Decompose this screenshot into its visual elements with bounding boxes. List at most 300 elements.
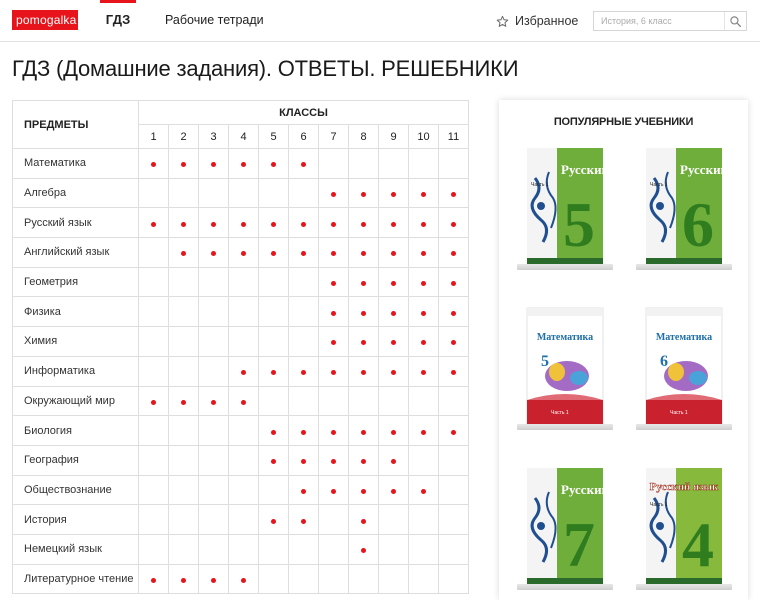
available-dot-icon bbox=[361, 370, 366, 375]
search-button[interactable] bbox=[724, 12, 746, 30]
grade-cell-link[interactable] bbox=[349, 356, 379, 386]
grade-cell-link[interactable] bbox=[259, 416, 289, 446]
available-dot-icon bbox=[301, 519, 306, 524]
textbook-cover-image bbox=[527, 148, 610, 264]
available-dot-icon bbox=[451, 370, 456, 375]
grade-cell-link[interactable] bbox=[319, 267, 349, 297]
grade-cell-empty bbox=[139, 505, 169, 535]
available-dot-icon bbox=[211, 578, 216, 583]
available-dot-icon bbox=[151, 222, 156, 227]
search-box bbox=[593, 11, 747, 31]
grade-cell-link[interactable] bbox=[289, 475, 319, 505]
available-dot-icon bbox=[451, 340, 456, 345]
available-dot-icon bbox=[301, 222, 306, 227]
grade-cell-empty bbox=[139, 534, 169, 564]
grade-cell-link[interactable] bbox=[379, 356, 409, 386]
subject-link[interactable]: История bbox=[13, 505, 139, 535]
subject-row bbox=[13, 297, 469, 327]
available-dot-icon bbox=[271, 251, 276, 256]
available-dot-icon bbox=[421, 489, 426, 494]
grade-cell-link[interactable] bbox=[379, 208, 409, 238]
grade-cell-link[interactable] bbox=[349, 445, 379, 475]
grade-cell-empty bbox=[169, 267, 199, 297]
grade-header-9: 9 bbox=[379, 125, 409, 149]
grade-cell-link[interactable] bbox=[349, 178, 379, 208]
favorites-label: Избранное bbox=[515, 14, 579, 28]
grade-cell-empty bbox=[319, 149, 349, 179]
textbook-card[interactable] bbox=[638, 308, 730, 428]
available-dot-icon bbox=[331, 281, 336, 286]
grade-header-4: 4 bbox=[229, 125, 259, 149]
available-dot-icon bbox=[421, 370, 426, 375]
grade-cell-link[interactable] bbox=[439, 327, 469, 357]
available-dot-icon bbox=[361, 222, 366, 227]
shelf-decoration bbox=[517, 264, 613, 270]
grade-cell-empty bbox=[169, 475, 199, 505]
grade-cell-empty bbox=[379, 564, 409, 594]
grade-cell-link[interactable] bbox=[169, 386, 199, 416]
available-dot-icon bbox=[361, 192, 366, 197]
available-dot-icon bbox=[391, 222, 396, 227]
grade-cell-link[interactable] bbox=[199, 238, 229, 268]
grade-cell-empty bbox=[199, 297, 229, 327]
subject-row bbox=[13, 356, 469, 386]
grade-cell-empty bbox=[439, 564, 469, 594]
available-dot-icon bbox=[181, 400, 186, 405]
available-dot-icon bbox=[271, 162, 276, 167]
grade-cell-empty bbox=[349, 564, 379, 594]
grade-cell-empty bbox=[259, 475, 289, 505]
subject-link[interactable]: Немецкий язык bbox=[13, 534, 139, 564]
grade-cell-empty bbox=[229, 445, 259, 475]
available-dot-icon bbox=[421, 311, 426, 316]
subject-row bbox=[13, 534, 469, 564]
available-dot-icon bbox=[331, 489, 336, 494]
available-dot-icon bbox=[331, 222, 336, 227]
subject-row bbox=[13, 327, 469, 357]
textbook-card[interactable] bbox=[519, 148, 611, 268]
grade-header-3: 3 bbox=[199, 125, 229, 149]
grade-cell-empty bbox=[199, 267, 229, 297]
available-dot-icon bbox=[241, 400, 246, 405]
grade-cell-link[interactable] bbox=[409, 208, 439, 238]
grade-cell-link[interactable] bbox=[229, 564, 259, 594]
subject-row bbox=[13, 564, 469, 594]
grade-cell-empty bbox=[319, 564, 349, 594]
nav-gdz[interactable]: ГДЗ bbox=[100, 0, 136, 42]
available-dot-icon bbox=[301, 162, 306, 167]
available-dot-icon bbox=[181, 251, 186, 256]
grade-cell-empty bbox=[169, 327, 199, 357]
grade-cell-link[interactable] bbox=[319, 445, 349, 475]
grade-cell-link[interactable] bbox=[289, 208, 319, 238]
grade-cell-empty bbox=[169, 297, 199, 327]
available-dot-icon bbox=[181, 162, 186, 167]
subject-link[interactable]: Окружающий мир bbox=[13, 386, 139, 416]
grade-header-6: 6 bbox=[289, 125, 319, 149]
available-dot-icon bbox=[241, 370, 246, 375]
grade-cell-link[interactable] bbox=[289, 238, 319, 268]
available-dot-icon bbox=[451, 281, 456, 286]
grade-cell-link[interactable] bbox=[139, 208, 169, 238]
grade-cell-link[interactable] bbox=[379, 475, 409, 505]
shelf-decoration bbox=[636, 584, 732, 590]
grade-cell-link[interactable] bbox=[319, 238, 349, 268]
grade-cell-link[interactable] bbox=[349, 297, 379, 327]
grade-cell-empty bbox=[169, 445, 199, 475]
textbook-cover-image bbox=[527, 308, 603, 424]
grade-cell-empty bbox=[139, 475, 169, 505]
subject-link[interactable]: Английский язык bbox=[13, 238, 139, 268]
cover-grade-number: 6 bbox=[660, 353, 668, 370]
grade-cell-link[interactable] bbox=[349, 327, 379, 357]
available-dot-icon bbox=[241, 222, 246, 227]
grade-cell-link[interactable] bbox=[199, 564, 229, 594]
grade-cell-empty bbox=[439, 149, 469, 179]
grade-cell-link[interactable] bbox=[409, 297, 439, 327]
available-dot-icon bbox=[361, 548, 366, 553]
grade-cell-link[interactable] bbox=[439, 208, 469, 238]
subject-link[interactable]: Литературное чтение bbox=[13, 564, 139, 594]
available-dot-icon bbox=[181, 222, 186, 227]
grade-cell-empty bbox=[289, 327, 319, 357]
grade-cell-empty bbox=[289, 564, 319, 594]
grade-cell-link[interactable] bbox=[289, 445, 319, 475]
search-icon bbox=[729, 15, 742, 28]
grade-cell-empty bbox=[169, 534, 199, 564]
shelf-decoration bbox=[517, 584, 613, 590]
grade-cell-link[interactable] bbox=[259, 356, 289, 386]
grade-cell-link[interactable] bbox=[289, 505, 319, 535]
grade-cell-link[interactable] bbox=[349, 267, 379, 297]
available-dot-icon bbox=[451, 430, 456, 435]
grade-cell-link[interactable] bbox=[169, 208, 199, 238]
grade-cell-link[interactable] bbox=[289, 356, 319, 386]
textbook-cover-image bbox=[646, 468, 722, 584]
available-dot-icon bbox=[361, 489, 366, 494]
grade-cell-empty bbox=[409, 445, 439, 475]
available-dot-icon bbox=[241, 251, 246, 256]
grade-cell-link[interactable] bbox=[229, 386, 259, 416]
grade-cell-link[interactable] bbox=[169, 149, 199, 179]
grade-cell-link[interactable] bbox=[439, 267, 469, 297]
available-dot-icon bbox=[391, 489, 396, 494]
grade-cell-empty bbox=[229, 505, 259, 535]
grade-cell-empty bbox=[439, 445, 469, 475]
grade-cell-empty bbox=[409, 534, 439, 564]
grade-cell-empty bbox=[169, 356, 199, 386]
grade-cell-link[interactable] bbox=[259, 149, 289, 179]
available-dot-icon bbox=[331, 370, 336, 375]
available-dot-icon bbox=[301, 430, 306, 435]
grade-cell-empty bbox=[139, 327, 169, 357]
grade-cell-empty bbox=[229, 178, 259, 208]
textbook-card[interactable] bbox=[638, 468, 730, 588]
grade-cell-link[interactable] bbox=[139, 386, 169, 416]
shelf-decoration bbox=[517, 424, 613, 430]
grade-cell-link[interactable] bbox=[169, 238, 199, 268]
grade-cell-empty bbox=[229, 297, 259, 327]
available-dot-icon bbox=[271, 430, 276, 435]
available-dot-icon bbox=[271, 519, 276, 524]
grade-cell-link[interactable] bbox=[319, 297, 349, 327]
grade-cell-empty bbox=[289, 534, 319, 564]
grade-cell-empty bbox=[259, 534, 289, 564]
grade-cell-link[interactable] bbox=[379, 238, 409, 268]
subject-link[interactable]: Русский язык bbox=[13, 208, 139, 238]
available-dot-icon bbox=[391, 281, 396, 286]
available-dot-icon bbox=[421, 340, 426, 345]
cover-grade-number: 7 bbox=[563, 509, 595, 580]
grade-cell-empty bbox=[199, 178, 229, 208]
grade-cell-link[interactable] bbox=[409, 475, 439, 505]
grade-cell-link[interactable] bbox=[259, 505, 289, 535]
cover-grade-number: 5 bbox=[541, 353, 549, 370]
grade-cell-empty bbox=[349, 149, 379, 179]
cover-grade-number: 4 bbox=[682, 509, 714, 580]
popular-textbooks-title: ПОПУЛЯРНЫЕ УЧЕБНИКИ bbox=[553, 116, 694, 128]
grade-cell-empty bbox=[229, 534, 259, 564]
available-dot-icon bbox=[151, 162, 156, 167]
subject-link[interactable]: Биология bbox=[13, 416, 139, 446]
grade-cell-link[interactable] bbox=[259, 208, 289, 238]
subject-link[interactable]: География bbox=[13, 445, 139, 475]
available-dot-icon bbox=[241, 162, 246, 167]
grade-cell-link[interactable] bbox=[439, 178, 469, 208]
available-dot-icon bbox=[391, 459, 396, 464]
textbook-cover-image bbox=[527, 468, 610, 584]
grade-cell-link[interactable] bbox=[259, 238, 289, 268]
cover-part-label: Часть 1 bbox=[551, 410, 569, 416]
grade-cell-link[interactable] bbox=[409, 178, 439, 208]
available-dot-icon bbox=[421, 281, 426, 286]
search-input[interactable] bbox=[594, 12, 724, 30]
textbook-card[interactable] bbox=[519, 468, 611, 588]
grade-cell-link[interactable] bbox=[319, 178, 349, 208]
grade-cell-link[interactable] bbox=[349, 238, 379, 268]
grade-cell-empty bbox=[439, 475, 469, 505]
site-logo[interactable]: pomogalka bbox=[12, 10, 78, 30]
grade-cell-empty bbox=[319, 505, 349, 535]
grade-cell-link[interactable] bbox=[319, 416, 349, 446]
available-dot-icon bbox=[361, 430, 366, 435]
grade-cell-link[interactable] bbox=[379, 178, 409, 208]
grade-cell-link[interactable] bbox=[379, 267, 409, 297]
grade-cell-link[interactable] bbox=[379, 445, 409, 475]
cover-title: Математика bbox=[655, 332, 713, 343]
textbook-card[interactable] bbox=[638, 148, 730, 268]
grade-header-10: 10 bbox=[409, 125, 439, 149]
grade-cell-link[interactable] bbox=[439, 416, 469, 446]
grade-cell-link[interactable] bbox=[409, 416, 439, 446]
grade-cell-empty bbox=[259, 327, 289, 357]
favorites-link[interactable] bbox=[496, 11, 578, 31]
shelf-decoration bbox=[636, 424, 732, 430]
grade-cell-link[interactable] bbox=[379, 327, 409, 357]
textbook-cover-image bbox=[646, 148, 729, 264]
cover-title: Русский bbox=[561, 482, 610, 497]
subjects-header: ПРЕДМЕТЫ bbox=[13, 101, 139, 149]
grade-header-7: 7 bbox=[319, 125, 349, 149]
grade-cell-link[interactable] bbox=[319, 356, 349, 386]
available-dot-icon bbox=[361, 340, 366, 345]
available-dot-icon bbox=[211, 222, 216, 227]
grade-header-11: 11 bbox=[439, 125, 469, 149]
available-dot-icon bbox=[361, 459, 366, 464]
grade-cell-link[interactable] bbox=[199, 208, 229, 238]
grade-cell-link[interactable] bbox=[409, 356, 439, 386]
cover-grade-number: 5 bbox=[563, 189, 595, 260]
subjects-grades-table bbox=[12, 100, 469, 594]
available-dot-icon bbox=[301, 459, 306, 464]
grade-cell-empty bbox=[199, 534, 229, 564]
grade-cell-empty bbox=[169, 178, 199, 208]
textbook-card[interactable] bbox=[519, 308, 611, 428]
grade-cell-link[interactable] bbox=[289, 149, 319, 179]
grade-cell-empty bbox=[409, 149, 439, 179]
cover-title: Русский bbox=[561, 162, 610, 177]
available-dot-icon bbox=[421, 430, 426, 435]
available-dot-icon bbox=[301, 489, 306, 494]
subject-link[interactable]: Физика bbox=[13, 297, 139, 327]
grade-cell-link[interactable] bbox=[439, 238, 469, 268]
subject-row bbox=[13, 445, 469, 475]
subject-row bbox=[13, 475, 469, 505]
grade-cell-link[interactable] bbox=[169, 564, 199, 594]
cover-title: Русский bbox=[680, 162, 729, 177]
textbook-cover-image bbox=[646, 308, 722, 424]
grade-cell-empty bbox=[139, 445, 169, 475]
grade-cell-empty bbox=[199, 445, 229, 475]
grade-cell-link[interactable] bbox=[349, 208, 379, 238]
cover-part-label: Часть 1 bbox=[670, 410, 688, 416]
available-dot-icon bbox=[301, 370, 306, 375]
subject-link[interactable]: Информатика bbox=[13, 356, 139, 386]
available-dot-icon bbox=[421, 251, 426, 256]
grade-header-5: 5 bbox=[259, 125, 289, 149]
subject-link[interactable]: Алгебра bbox=[13, 178, 139, 208]
popular-textbooks-panel bbox=[499, 100, 748, 600]
grade-cell-link[interactable] bbox=[349, 534, 379, 564]
cover-part-label: Часть 1 bbox=[650, 502, 668, 508]
grade-cell-link[interactable] bbox=[349, 475, 379, 505]
grade-cell-empty bbox=[289, 386, 319, 416]
available-dot-icon bbox=[271, 459, 276, 464]
nav-workbooks[interactable]: Рабочие тетради bbox=[165, 13, 264, 27]
grade-cell-empty bbox=[229, 267, 259, 297]
grade-cell-link[interactable] bbox=[259, 445, 289, 475]
grade-cell-link[interactable] bbox=[229, 208, 259, 238]
grade-cell-empty bbox=[139, 416, 169, 446]
grade-cell-link[interactable] bbox=[409, 267, 439, 297]
available-dot-icon bbox=[331, 251, 336, 256]
grade-cell-empty bbox=[259, 267, 289, 297]
grade-cell-link[interactable] bbox=[349, 416, 379, 446]
subject-link[interactable]: Математика bbox=[13, 149, 139, 179]
cover-part-label: Часть 1 bbox=[650, 182, 668, 188]
grade-cell-empty bbox=[289, 297, 319, 327]
cover-grade-number: 6 bbox=[682, 189, 714, 260]
grade-cell-link[interactable] bbox=[139, 149, 169, 179]
available-dot-icon bbox=[301, 251, 306, 256]
available-dot-icon bbox=[361, 519, 366, 524]
subject-row bbox=[13, 505, 469, 535]
available-dot-icon bbox=[451, 222, 456, 227]
grade-cell-link[interactable] bbox=[439, 356, 469, 386]
grade-cell-link[interactable] bbox=[409, 327, 439, 357]
subject-row bbox=[13, 416, 469, 446]
grade-cell-link[interactable] bbox=[289, 416, 319, 446]
grade-cell-empty bbox=[139, 356, 169, 386]
shelf-decoration bbox=[636, 264, 732, 270]
grade-cell-link[interactable] bbox=[229, 238, 259, 268]
grade-cell-empty bbox=[379, 505, 409, 535]
available-dot-icon bbox=[421, 192, 426, 197]
grade-cell-link[interactable] bbox=[349, 505, 379, 535]
available-dot-icon bbox=[331, 192, 336, 197]
grade-cell-link[interactable] bbox=[319, 208, 349, 238]
available-dot-icon bbox=[391, 311, 396, 316]
grade-cell-empty bbox=[259, 564, 289, 594]
grade-cell-empty bbox=[259, 178, 289, 208]
grade-cell-empty bbox=[229, 475, 259, 505]
subject-row bbox=[13, 267, 469, 297]
grade-cell-link[interactable] bbox=[379, 297, 409, 327]
cover-title: Русский язык bbox=[649, 481, 719, 493]
grade-cell-link[interactable] bbox=[379, 416, 409, 446]
available-dot-icon bbox=[151, 578, 156, 583]
available-dot-icon bbox=[391, 192, 396, 197]
grade-cell-empty bbox=[139, 297, 169, 327]
grade-cell-link[interactable] bbox=[319, 327, 349, 357]
grade-cell-empty bbox=[439, 386, 469, 416]
grade-cell-link[interactable] bbox=[199, 386, 229, 416]
grade-cell-empty bbox=[349, 386, 379, 416]
available-dot-icon bbox=[451, 192, 456, 197]
grade-cell-empty bbox=[319, 534, 349, 564]
available-dot-icon bbox=[211, 400, 216, 405]
grade-cell-empty bbox=[409, 564, 439, 594]
grade-cell-empty bbox=[259, 386, 289, 416]
star-icon bbox=[496, 15, 509, 28]
available-dot-icon bbox=[211, 162, 216, 167]
subject-link[interactable]: Обществознание bbox=[13, 475, 139, 505]
available-dot-icon bbox=[331, 459, 336, 464]
grade-cell-link[interactable] bbox=[229, 356, 259, 386]
grade-cell-link[interactable] bbox=[199, 149, 229, 179]
grade-header-8: 8 bbox=[349, 125, 379, 149]
grade-cell-empty bbox=[289, 267, 319, 297]
available-dot-icon bbox=[331, 340, 336, 345]
subject-link[interactable]: Геометрия bbox=[13, 267, 139, 297]
grade-cell-link[interactable] bbox=[319, 475, 349, 505]
subject-row bbox=[13, 238, 469, 268]
grade-cell-empty bbox=[289, 178, 319, 208]
grade-cell-link[interactable] bbox=[229, 149, 259, 179]
grade-cell-empty bbox=[229, 416, 259, 446]
grade-cell-empty bbox=[439, 505, 469, 535]
cover-part-label: Часть 1 bbox=[531, 182, 549, 188]
grade-cell-empty bbox=[259, 297, 289, 327]
grade-cell-link[interactable] bbox=[139, 564, 169, 594]
available-dot-icon bbox=[211, 251, 216, 256]
grade-header-1: 1 bbox=[139, 125, 169, 149]
grade-cell-link[interactable] bbox=[409, 238, 439, 268]
grade-cell-empty bbox=[379, 386, 409, 416]
subject-link[interactable]: Химия bbox=[13, 327, 139, 357]
available-dot-icon bbox=[181, 578, 186, 583]
grade-cell-link[interactable] bbox=[439, 297, 469, 327]
